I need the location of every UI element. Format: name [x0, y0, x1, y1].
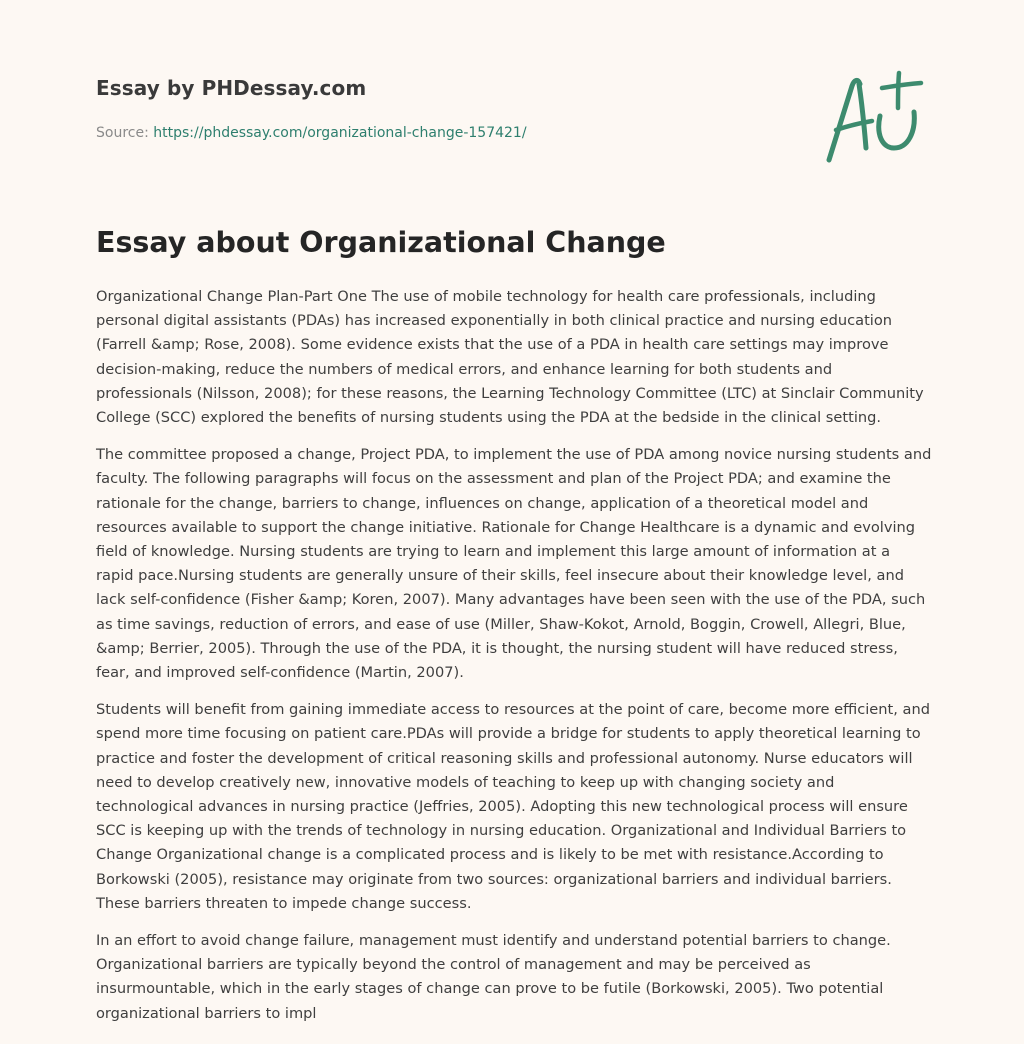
essay-title: Essay about Organizational Change [96, 226, 666, 259]
site-brand: Essay by PHDessay.com [96, 76, 367, 100]
essay-paragraph: Students will benefit from gaining immediate access to resources at the point of care, become more efficient, and spend more time focusing on patient care.PDAs will provide a bridge for students to apply theoretical learning to practice and foster the development of critical reasoning skills and professional autonomy. Nurse educators will need to develop creatively new, innovative models of teaching to keep up with changing society and technological advances in nursing practice (Jeffries, 2005). Adopting this new technological process will ensure SCC is keeping up with the trends of technology in nursing education. Organizational and Individual Barriers to Change Organizational change is a complicated process and is likely to be met with resistance.According to Borkowski (2005), resistance may originate from two sources: organizational barriers and individual barriers. These barriers threaten to impede change success. [96, 701, 930, 912]
essay-body [96, 285, 932, 1039]
source-link[interactable]: https://phdessay.com/organizational-change-157421/ [153, 125, 527, 141]
essay-header [96, 76, 796, 141]
source-line [96, 125, 527, 141]
essay-paragraph: In an effort to avoid change failure, management must identify and understand potential barriers to change. Organizational barriers are typically beyond the control of management and may be perceived as insurmountable, which in the early stages of change can prove to be futile (Borkowski, 2005). Two potential organizational barriers to impl [96, 932, 891, 1022]
essay-paragraph: The committee proposed a change, Project PDA, to implement the use of PDA among novice nursing students and faculty. The following paragraphs will focus on the assessment and plan of the Project PDA; and examine the rationale for the change, barriers to change, influences on change, application of a theoretical model and resources available to support the change initiative. Rationale for Change Healthcare is a dynamic and evolving field of knowledge. Nursing students are trying to learn and implement this large amount of information at a rapid pace.Nursing students are generally unsure of their skills, feel insecure about their knowledge level, and lack self-confidence (Fisher &amp; Koren, 2007). Many advantages have been seen with the use of the PDA, such as time savings, reduction of errors, and ease of use (Miller, Shaw-Kokot, Arnold, Boggin, Crowell, Allegri, Blue, &amp; Berrier, 2005). Through the use of the PDA, it is thought, the nursing student will have reduced stress, fear, and improved self-confidence (Martin, 2007). [96, 446, 932, 682]
source-label: Source: [96, 125, 154, 141]
a-plus-logo-icon [822, 68, 928, 164]
essay-paragraph: Organizational Change Plan-Part One The use of mobile technology for health care professionals, including personal digital assistants (PDAs) has increased exponentially in both clinical practice and nursing education (Farrell &amp; Rose, 2008). Some evidence exists that the use of a PDA in health care settings may improve decision-making, reduce the numbers of medical errors, and enhance learning for both students and professionals (Nilsson, 2008); for these reasons, the Learning Technology Committee (LTC) at Sinclair Community College (SCC) explored the benefits of nursing students using the PDA at the bedside in the clinical setting. [96, 288, 924, 427]
